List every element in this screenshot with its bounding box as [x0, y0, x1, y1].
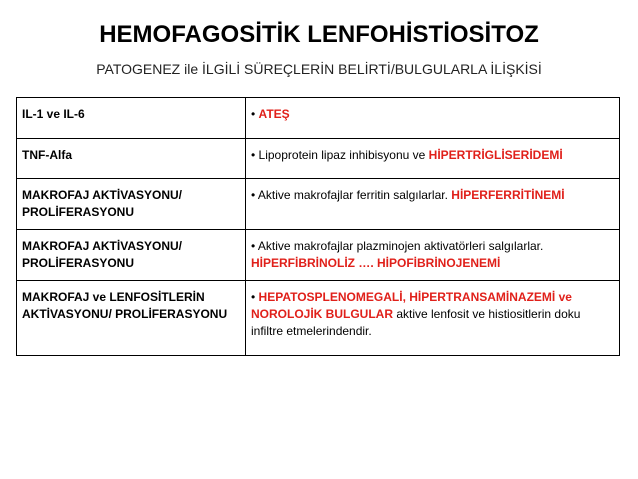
page-title: HEMOFAGOSİTİK LENFOHİSTİOSİTOZ — [99, 21, 539, 48]
finding-text: aktive lenfosit ve histiositlerin doku infiltre etmelerindendir. — [251, 307, 581, 338]
mechanism-cell: MAKROFAJ AKTİVASYONU/ PROLİFERASYONU — [17, 230, 246, 281]
bullet: • — [251, 148, 256, 162]
mechanism-cell: MAKROFAJ AKTİVASYONU/ PROLİFERASYONU — [17, 179, 246, 230]
table-row — [17, 139, 620, 179]
finding-highlight: HİPERFERRİTİNEMİ — [451, 188, 565, 202]
finding-text: Aktive makrofajlar ferritin salgılarlar. — [257, 188, 452, 202]
finding-cell — [246, 281, 620, 356]
finding-text: Lipoprotein lipaz inhibisyonu ve — [258, 148, 429, 162]
mechanism-cell: IL-1 ve IL-6 — [17, 98, 246, 139]
finding-cell — [246, 230, 620, 281]
finding-highlight: HİPERFİBRİNOLİZ …. HİPOFİBRİNOJENEMİ — [251, 256, 501, 270]
mechanism-cell: TNF-Alfa — [17, 139, 246, 179]
bullet: • — [251, 188, 256, 202]
finding-text: Aktive makrofajlar plazminojen aktivatörleri salgılarlar. — [257, 239, 544, 253]
finding-separator: , — [402, 290, 410, 304]
pathogenesis-table — [16, 97, 620, 356]
table-row — [17, 179, 620, 230]
bullet: • — [251, 290, 256, 304]
table-row — [17, 230, 620, 281]
finding-cell — [246, 179, 620, 230]
page-subtitle: PATOGENEZ ile İLGİLİ SÜREÇLERİN BELİRTİ/BULGULARLA İLİŞKİSİ — [96, 61, 542, 77]
finding-cell — [246, 98, 620, 139]
bullet: • — [251, 239, 256, 253]
finding-highlight-2: HİPERTRANSAMİNAZEMİ ve NOROLOJİK BULGULAR — [251, 290, 572, 321]
table-row — [17, 98, 620, 139]
bullet: • — [251, 107, 256, 121]
finding-cell — [246, 139, 620, 179]
finding-highlight: ATEŞ — [258, 107, 290, 121]
finding-highlight: HİPERTRİGLİSERİDEMİ — [428, 148, 563, 162]
table-row — [17, 281, 620, 356]
mechanism-cell: MAKROFAJ ve LENFOSİTLERİN AKTİVASYONU/ PROLİFERASYONU — [17, 281, 246, 356]
finding-highlight: HEPATOSPLENOMEGALİ — [258, 290, 403, 304]
